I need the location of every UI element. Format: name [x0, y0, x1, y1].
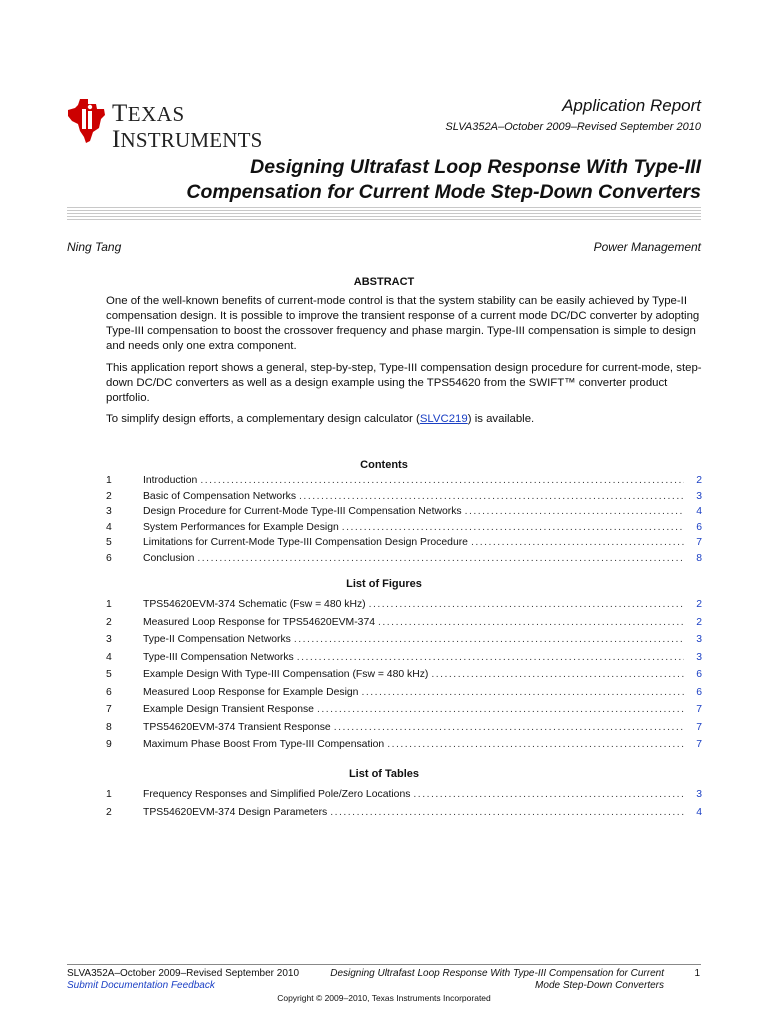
toc-entry [143, 615, 684, 630]
toc-row[interactable] [106, 597, 702, 612]
toc-page-link[interactable]: 3 [696, 490, 702, 502]
toc-title: Measured Loop Response for Example Design [143, 686, 359, 698]
toc-page-link[interactable]: 3 [696, 634, 702, 645]
toc-row[interactable] [106, 520, 702, 535]
toc-leader-dots [465, 504, 684, 519]
toc-row[interactable] [106, 632, 702, 647]
toc-row[interactable] [106, 504, 702, 519]
toc-title: Introduction [143, 475, 198, 486]
footer-doc-id: SLVA352A–October 2009–Revised September 2010 [67, 968, 300, 979]
toc-page-link[interactable]: 6 [696, 669, 702, 680]
toc-leader-dots [200, 473, 684, 488]
toc-entry [143, 720, 684, 735]
toc-number: 6 [106, 686, 112, 698]
slvc219-link[interactable]: SLVC219 [419, 413, 468, 425]
report-id: SLVA352A–October 2009–Revised September 2010 [445, 121, 701, 133]
copyright: Copyright © 2009–2010, Texas Instruments Incorporated [277, 993, 491, 1003]
toc-number: 4 [106, 651, 112, 663]
toc-leader-dots [378, 615, 684, 630]
title-line-1: Designing Ultrafast Loop Response With Type-III [250, 156, 701, 178]
toc-leader-dots [330, 805, 684, 820]
toc-leader-dots [342, 520, 684, 535]
toc-number: 6 [106, 552, 112, 564]
toc-page-link[interactable]: 3 [696, 651, 702, 663]
toc-leader-dots [294, 632, 684, 647]
toc-leader-dots [299, 489, 684, 504]
toc-number: 9 [106, 739, 112, 750]
toc-entry [143, 702, 684, 717]
toc-title: System Performances for Example Design [143, 521, 339, 533]
toc-row[interactable] [106, 473, 702, 488]
toc-entry [143, 650, 684, 665]
author: Ning Tang [67, 240, 122, 254]
toc-page-link[interactable]: 8 [696, 552, 702, 564]
toc-number: 2 [106, 490, 112, 502]
toc-title: Frequency Responses and Simplified Pole/Zero Locations [143, 789, 411, 800]
toc-page-link[interactable]: 2 [696, 616, 702, 628]
toc-page-link[interactable]: 7 [696, 537, 702, 548]
footer-divider [67, 964, 701, 965]
toc-row[interactable] [106, 551, 702, 566]
toc-title: TPS54620EVM-374 Design Parameters [143, 806, 328, 818]
toc-title: Design Procedure for Current-Mode Type-III Compensation Networks [143, 506, 462, 517]
toc-number: 3 [106, 634, 112, 645]
toc-row[interactable] [106, 737, 702, 752]
toc-page-link[interactable]: 6 [696, 521, 702, 533]
toc-number: 2 [106, 806, 112, 818]
toc-leader-dots [197, 551, 684, 566]
toc-title: Basic of Compensation Networks [143, 490, 297, 502]
toc-number: 2 [106, 616, 112, 628]
toc-page-link[interactable]: 7 [696, 704, 702, 715]
title-line-2: Compensation for Current Mode Step-Down Converters [186, 181, 701, 203]
toc-entry [143, 489, 684, 504]
ti-logo-icon [66, 97, 108, 145]
report-type: Application Report [562, 96, 701, 115]
toc-entry [143, 685, 684, 700]
abstract-paragraph-3 [106, 412, 702, 427]
toc-page-link[interactable]: 7 [696, 721, 702, 733]
toc-leader-dots [431, 667, 684, 682]
toc-leader-dots [369, 597, 684, 612]
toc-title: Example Design With Type-III Compensation (Fsw = 480 kHz) [143, 669, 429, 680]
toc-page-link[interactable]: 3 [696, 789, 702, 800]
tables-heading: List of Tables [348, 768, 420, 780]
toc-number: 8 [106, 721, 112, 733]
logo-cap-i: I [112, 126, 121, 153]
ti-logo [66, 97, 266, 153]
toc-entry [143, 632, 684, 647]
toc-row[interactable] [106, 805, 702, 820]
toc-row[interactable] [106, 787, 702, 802]
toc-entry [143, 737, 684, 752]
toc-leader-dots [387, 737, 684, 752]
abstract-paragraph-1: One of the well-known benefits of current-mode control is that the system stability can be easily achieved by Type-II compensation design. It is possible to improve the transient response of a current mode DC/DC converter by adopting Type-III compensation to boost the crossover frequency and phase margin. Type-III compensation is simple to design and needs only one extra component. [106, 295, 700, 352]
p3-after: ) is available. [467, 413, 535, 425]
contents-heading: Contents [360, 459, 408, 471]
toc-page-link[interactable]: 7 [696, 739, 702, 750]
toc-leader-dots [361, 685, 684, 700]
toc-page-link[interactable]: 4 [696, 806, 702, 818]
toc-number: 5 [106, 669, 112, 680]
toc-number: 1 [106, 475, 112, 486]
toc-leader-dots [334, 720, 684, 735]
toc-page-link[interactable]: 6 [696, 686, 702, 698]
toc-row[interactable] [106, 535, 702, 550]
toc-page-link[interactable]: 2 [696, 599, 702, 610]
toc-number: 5 [106, 537, 112, 548]
toc-entry [143, 787, 684, 802]
document-title [100, 155, 701, 205]
toc-number: 1 [106, 599, 112, 610]
toc-entry [143, 473, 684, 488]
toc-page-link[interactable]: 4 [696, 506, 702, 517]
abstract-paragraph-2: This application report shows a general, step-by-step, Type-III compensation design procedure for current-mode, step-down DC/DC converters as well as a design example using the TPS54620 from the SWIFT™ converter product portfolio. [106, 362, 702, 404]
footer-title-line-2: Mode Step-Down Converters [535, 980, 664, 991]
toc-title: Measured Loop Response for TPS54620EVM-374 [143, 616, 376, 628]
toc-number: 4 [106, 521, 112, 533]
toc-entry [143, 535, 684, 550]
toc-leader-dots [297, 650, 684, 665]
toc-title: Conclusion [143, 552, 195, 564]
toc-title: Maximum Phase Boost From Type-III Compensation [143, 739, 385, 750]
toc-number: 3 [106, 506, 112, 517]
toc-row[interactable] [106, 650, 702, 665]
toc-title: TPS54620EVM-374 Schematic (Fsw = 480 kHz) [143, 599, 366, 610]
submit-feedback-link[interactable]: Submit Documentation Feedback [67, 980, 215, 991]
toc-row[interactable] [106, 615, 702, 630]
page-number: 1 [694, 968, 700, 979]
toc-row[interactable] [106, 667, 702, 682]
toc-entry [143, 504, 684, 519]
logo-line1: EXAS [127, 102, 185, 126]
toc-title: Limitations for Current-Mode Type-III Compensation Design Procedure [143, 537, 468, 548]
toc-leader-dots [471, 535, 684, 550]
toc-row[interactable] [106, 702, 702, 717]
footer-title-line-1: Designing Ultrafast Loop Response With Type-III Compensation for Current [330, 968, 664, 979]
figures-heading: List of Figures [346, 578, 422, 590]
toc-entry [143, 520, 684, 535]
toc-title: Type-II Compensation Networks [143, 634, 291, 645]
toc-number: 7 [106, 704, 112, 715]
toc-page-link[interactable]: 2 [696, 475, 702, 486]
abstract-heading: ABSTRACT [353, 276, 415, 288]
toc-entry [143, 805, 684, 820]
title-divider [67, 207, 701, 221]
division: Power Management [593, 240, 701, 254]
toc-number: 1 [106, 789, 112, 800]
logo-cap-t: T [112, 100, 128, 127]
toc-title: TPS54620EVM-374 Transient Response [143, 721, 331, 733]
toc-title: Example Design Transient Response [143, 704, 314, 715]
logo-line2: NSTRUMENTS [120, 128, 263, 152]
toc-leader-dots [317, 702, 684, 717]
toc-row[interactable] [106, 720, 702, 735]
toc-row[interactable] [106, 489, 702, 504]
toc-entry [143, 597, 684, 612]
footer-title [318, 968, 664, 992]
toc-leader-dots [413, 787, 684, 802]
toc-entry [143, 667, 684, 682]
p3-before: To simplify design efforts, a complementary design calculator ( [106, 413, 420, 425]
toc-row[interactable] [106, 685, 702, 700]
toc-title: Type-III Compensation Networks [143, 651, 294, 663]
toc-entry [143, 551, 684, 566]
